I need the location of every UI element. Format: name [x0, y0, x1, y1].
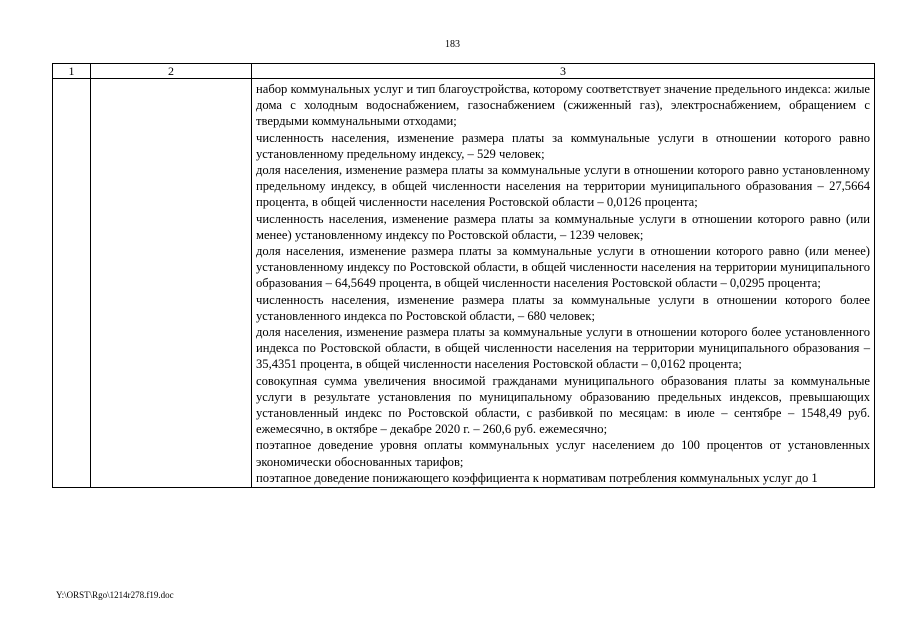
- table-header-row: [53, 64, 875, 79]
- column-header-2: 2: [91, 64, 252, 79]
- table-cell-empty-2: [91, 79, 252, 488]
- paragraph-share-equal: доля населения, изменение размера платы за коммунальные услуги в отношении которого равно установленному предельному индексу, в общей численности населения на территории муниципального образования – 27,5664 процента, в общей численности населения Ростовской области – 0,0126 процента;: [256, 163, 870, 210]
- paragraph-coefficient: поэтапное доведение понижающего коэффициента к нормативам потребления коммунальных услуг до 1: [256, 470, 818, 485]
- table-cell-content: [252, 79, 875, 488]
- page-number: 183: [445, 39, 460, 50]
- file-path-footer: Y:\ORST\Rgo\1214r278.f19.doc: [56, 590, 174, 600]
- table-row: [53, 79, 875, 488]
- paragraph-population-regional-equal: численность населения, изменение размера платы за коммунальные услуги в отношении которого равно (или менее) установленному индексу по Ростовской области, – 1239 человек;: [256, 211, 870, 242]
- paragraph-share-above: доля населения, изменение размера платы за коммунальные услуги в отношении которого более установленного индекса по Ростовской области, в общей численности населения на территории муниципального образования – 35,4351 процента, в общей численности населения Ростовской области – 0,0162 процента;: [256, 325, 870, 372]
- paragraph-payment-level: поэтапное доведение уровня оплаты коммунальных услуг населением до 100 процентов от установленных экономически обоснованных тарифов;: [256, 438, 870, 469]
- paragraph-share-regional-equal: доля населения, изменение размера платы за коммунальные услуги в отношении которого равно (или менее) установленному индексу по Ростовской области, в общей численности населения на территории муниципального образования – 64,5649 процента, в общей численности населения Ростовской области – 0,0295 процента;: [256, 244, 870, 291]
- paragraph-total-increase: совокупная сумма увеличения вносимой гражданами муниципального образования платы за коммунальные услуги в результате установления по муниципальному образованию предельных индексов, превышающих установленный индекс по Ростовской области, с разбивкой по месяцам: в июле – сентябре – 1548,49 руб. ежемесячно, в октябре – декабре 2020 г. – 260,6 руб. ежемесячно;: [256, 373, 870, 437]
- column-header-3: 3: [252, 64, 875, 79]
- paragraph-population-equal: численность населения, изменение размера платы за коммунальные услуги в отношении которого равно установленному предельному индексу, – 529 человек;: [256, 130, 870, 161]
- table-cell-empty-1: [53, 79, 91, 488]
- paragraph-population-above: численность населения, изменение размера платы за коммунальные услуги в отношении которого более установленного индекса по Ростовской области, – 680 человек;: [256, 292, 870, 323]
- column-header-1: 1: [53, 64, 91, 79]
- document-table: [52, 63, 875, 488]
- paragraph-utility-set: набор коммунальных услуг и тип благоустройства, которому соответствует значение предельного индекса: жилые дома с холодным водоснабжением, газоснабжением (сжиженный газ), электроснабжением, обращением с твердыми коммунальными отходами;: [256, 82, 870, 129]
